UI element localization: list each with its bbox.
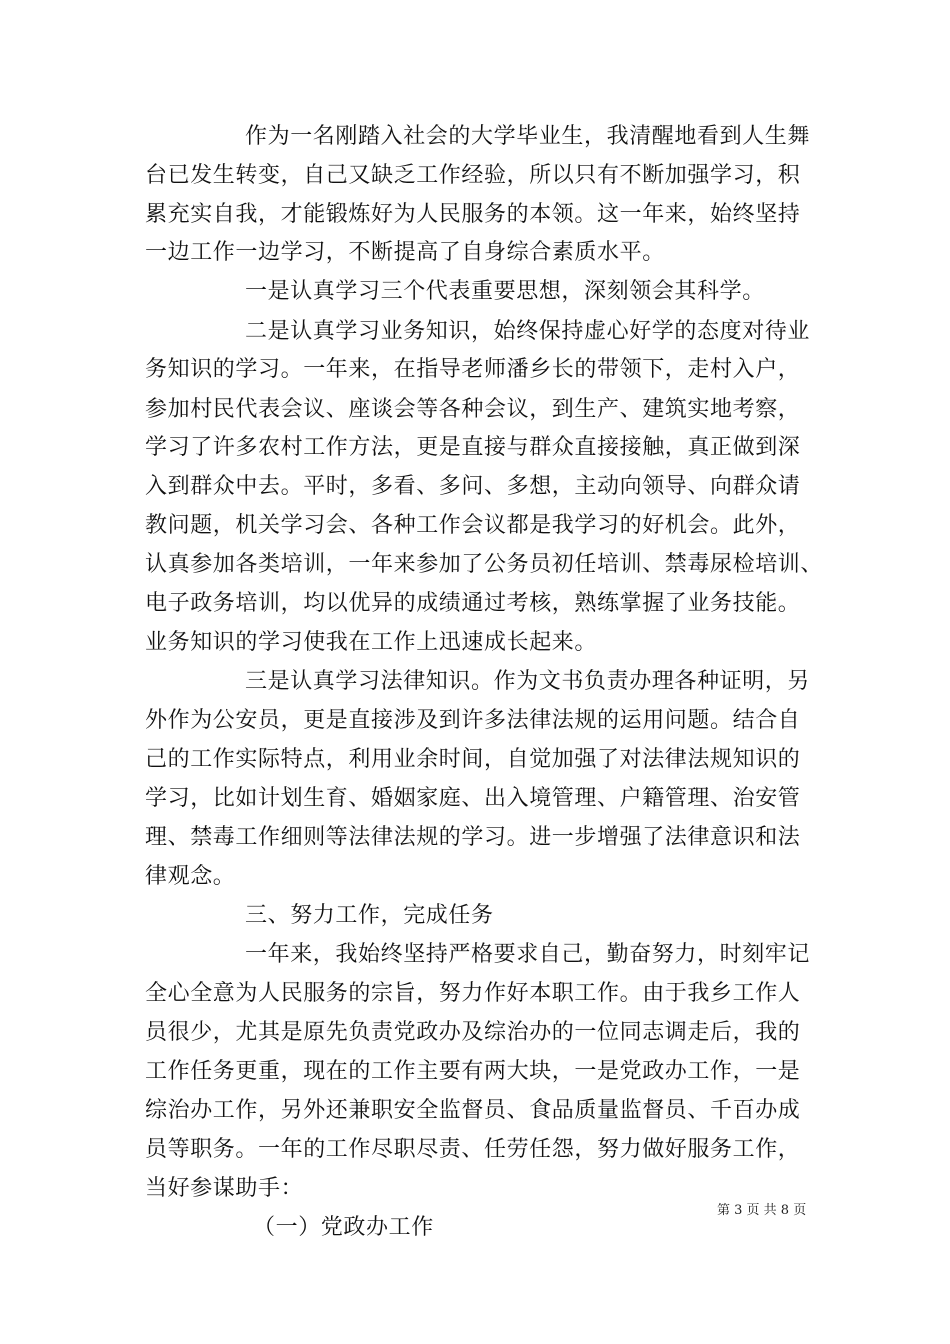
paragraph-line: 员很少，尤其是原先负责党政办及综治办的一位同志调走后，我的 — [145, 1020, 801, 1045]
paragraph-line: 学习了许多农村工作方法，更是直接与群众直接接触，真正做到深 — [145, 435, 801, 460]
paragraph-line: 参加村民代表会议、座谈会等各种会议，到生产、建筑实地考察， — [145, 397, 801, 422]
paragraph-line: 员等职务。一年的工作尽职尽责、任劳任怨，努力做好服务工作， — [145, 1137, 801, 1162]
paragraph-line: 理、禁毒工作细则等法律法规的学习。进一步增强了法律意识和法 — [145, 825, 801, 850]
paragraph-line: 一是认真学习三个代表重要思想，深刻领会其科学。 — [245, 279, 765, 304]
paragraph-line: 电子政务培训，均以优异的成绩通过考核，熟练掌握了业务技能。 — [145, 591, 801, 616]
paragraph-line: 全心全意为人民服务的宗旨，努力作好本职工作。由于我乡工作人 — [145, 981, 801, 1006]
paragraph-line: 三是认真学习法律知识。作为文书负责办理各种证明，另 — [245, 669, 811, 694]
paragraph-line: 教问题，机关学习会、各种工作会议都是我学习的好机会。此外， — [145, 513, 801, 538]
page-number-footer: 第 3 页 共 8 页 — [717, 1203, 807, 1218]
paragraph-line: 一年来，我始终坚持严格要求自己，勤奋努力，时刻牢记 — [245, 942, 811, 967]
paragraph-line: 务知识的学习。一年来，在指导老师潘乡长的带领下，走村入户， — [145, 357, 801, 382]
paragraph-line: 业务知识的学习使我在工作上迅速成长起来。 — [145, 630, 598, 655]
paragraph-line: 己的工作实际特点，利用业余时间，自觉加强了对法律法规知识的 — [145, 747, 801, 772]
paragraph-line: 律观念。 — [145, 864, 236, 889]
section-heading: 三、努力工作，完成任务 — [245, 903, 494, 928]
paragraph-line: 一边工作一边学习，不断提高了自身综合素质水平。 — [145, 240, 665, 265]
paragraph-line: 作为一名刚踏入社会的大学毕业生，我清醒地看到人生舞 — [245, 124, 811, 149]
paragraph-line: 入到群众中去。平时，多看、多问、多想，主动向领导、向群众请 — [145, 474, 801, 499]
paragraph-line: 认真参加各类培训，一年来参加了公务员初任培训、禁毒尿检培训、 — [145, 552, 824, 577]
paragraph-line: 学习，比如计划生育、婚姻家庭、出入境管理、户籍管理、治安管 — [145, 786, 801, 811]
paragraph-line: 台已发生转变，自己又缺乏工作经验，所以只有不断加强学习，积 — [145, 163, 801, 188]
paragraph-line: 综治办工作，另外还兼职安全监督员、食品质量监督员、千百办成 — [145, 1098, 801, 1123]
paragraph-line: 外作为公安员，更是直接涉及到许多法律法规的运用问题。结合自 — [145, 708, 801, 733]
sub-heading: （一）党政办工作 — [253, 1215, 434, 1240]
paragraph-line: 二是认真学习业务知识，始终保持虚心好学的态度对待业 — [245, 319, 811, 344]
paragraph-line: 当好参谋助手： — [145, 1176, 304, 1201]
paragraph-line: 累充实自我，才能锻炼好为人民服务的本领。这一年来，始终坚持 — [145, 202, 801, 227]
paragraph-line: 工作任务更重，现在的工作主要有两大块，一是党政办工作，一是 — [145, 1059, 801, 1084]
